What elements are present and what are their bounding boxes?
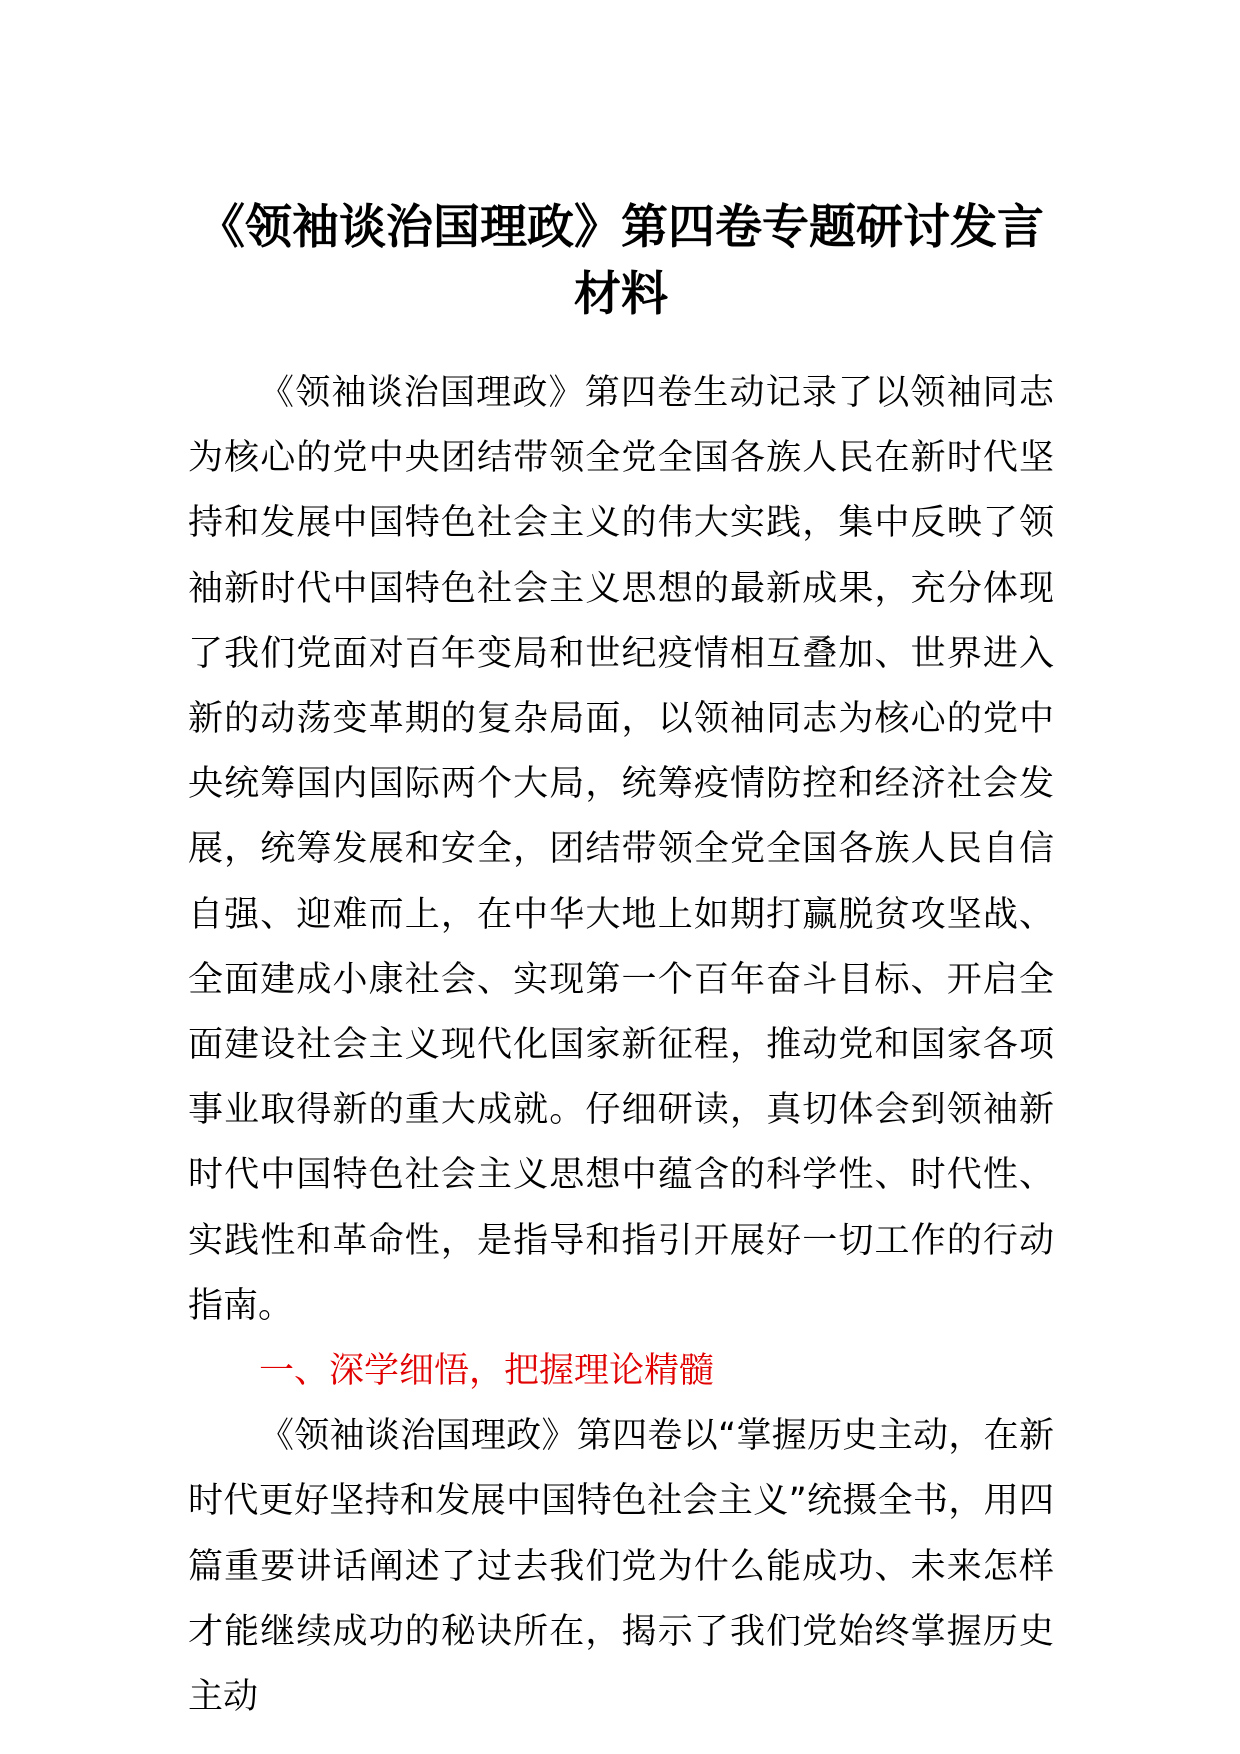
intro-paragraph: 《领袖谈治国理政》第四卷生动记录了以领袖同志为核心的党中央团结带领全党全国各族人民在新时代坚持和发展中国特色社会主义的伟大实践，集中反映了领袖新时代中国特色社会主义思想的最新成果，充分体现了我们党面对百年变局和世纪疫情相互叠加、世界进入新的动荡变革期的复杂局面，以领袖同志为核心的党中央统筹国内国际两个大局，统筹疫情防控和经济社会发展，统筹发展和安全，团结带领全党全国各族人民自信自强、迎难而上，在中华大地上如期打赢脱贫攻坚战、全面建成小康社会、实现第一个百年奋斗目标、开启全面建设社会主义现代化国家新征程，推动党和国家各项事业取得新的重大成就。仔细研读，真切体会到领袖新时代中国特色社会主义思想中蕴含的科学性、时代性、实践性和革命性，是指导和指引开展好一切工作的行动指南。 xyxy=(188,373,1054,1326)
document-title-line-2: 材料 xyxy=(574,267,668,322)
section-1-paragraph: 《领袖谈治国理政》第四卷以“掌握历史主动，在新时代更好坚持和发展中国特色社会主义”统摄全书，用四篇重要讲话阐述了过去我们党为什么能成功、未来怎样才能继续成功的秘诀所在，揭示了我们党始终掌握历史主动 xyxy=(188,1416,1054,1718)
document-body xyxy=(188,361,1054,1730)
section-heading-1: 一、深学细悟，把握理论精髓 xyxy=(259,1351,715,1392)
document-title xyxy=(188,194,1054,328)
document-title-line-1: 《领袖谈治国理政》第四卷专题研讨发言 xyxy=(198,200,1044,255)
